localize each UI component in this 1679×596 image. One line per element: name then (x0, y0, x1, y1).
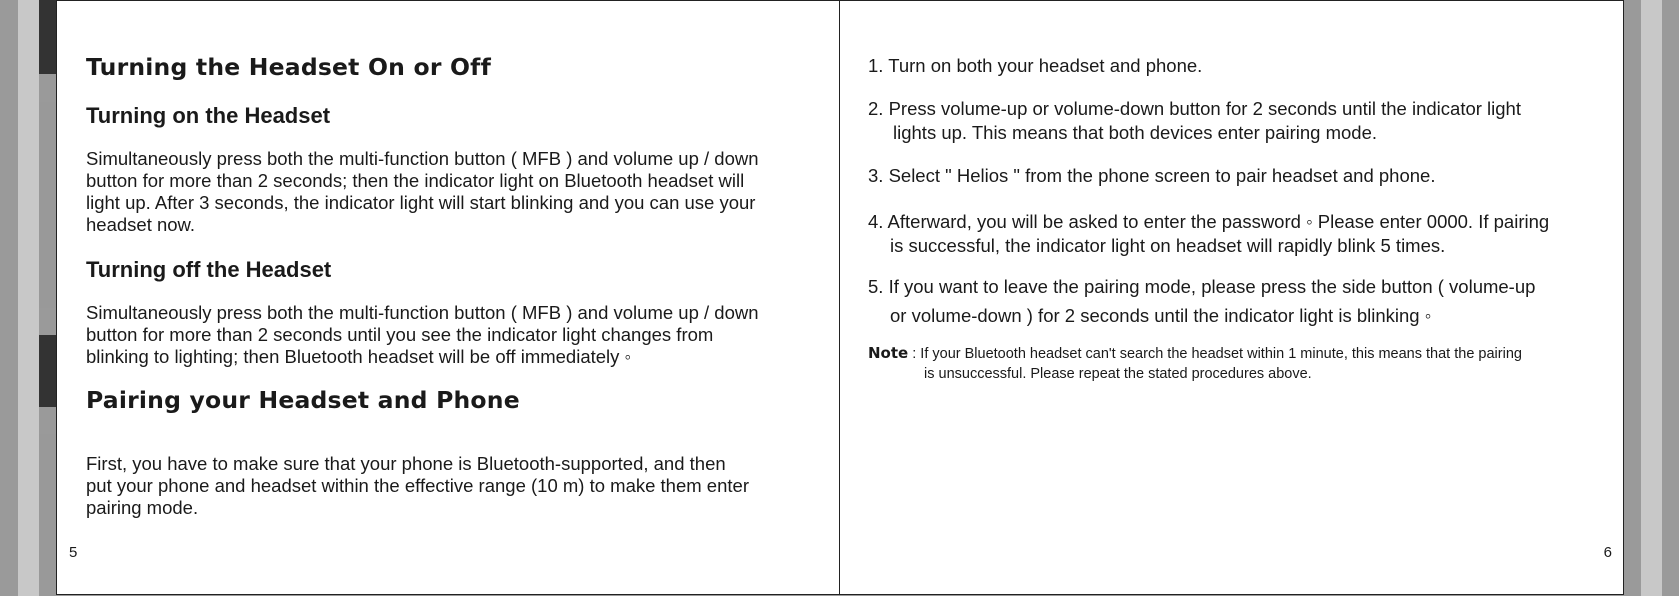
heading-turning-on: Turning on the Headset (86, 103, 331, 128)
note-label: Note (868, 344, 909, 362)
right-page (839, 0, 1624, 595)
text-line: button for more than 2 seconds; then the indicator light on Bluetooth headset will (86, 170, 745, 191)
edge-tab-light-2 (39, 434, 57, 580)
text-line: button for more than 2 seconds until you see the indicator light changes from (86, 324, 714, 345)
step-text: 3. Select " Helios " from the phone screen to pair headset and phone. (868, 165, 1436, 186)
text-line: Simultaneously press both the multi-function button ( MFB ) and volume up / down (86, 148, 759, 169)
step-text-continued: or volume-down ) for 2 seconds until the indicator light is blinking ◦ (890, 305, 1432, 326)
left-edge-inner (18, 0, 39, 596)
text-line: blinking to lighting; then Bluetooth headset will be off immediately ◦ (86, 346, 632, 367)
step-text-continued: is successful, the indicator light on headset will rapidly blink 5 times. (890, 235, 1446, 256)
pairing-step-5 (868, 272, 1535, 330)
step-text: 4. Afterward, you will be asked to enter the password ◦ Please enter 0000. If pairing (868, 211, 1550, 232)
pairing-step-4 (868, 210, 1549, 258)
step-text-continued: lights up. This means that both devices enter pairing mode. (893, 122, 1378, 143)
paragraph-pairing (86, 453, 826, 519)
note-text-continued: is unsuccessful. Please repeat the stated procedures above. (924, 366, 1312, 382)
text-line: pairing mode. (86, 497, 199, 518)
note-text: : If your Bluetooth headset can't search the headset within 1 minute, this means that the pairing (912, 346, 1522, 362)
text-line: light up. After 3 seconds, the indicator light will start blinking and you can use your (86, 192, 756, 213)
edge-tab-light-1 (39, 102, 57, 308)
pairing-step-3 (868, 164, 1435, 188)
edge-tab-dark-2 (39, 335, 57, 407)
right-edge-inner (1641, 0, 1662, 596)
paragraph-turning-on (86, 148, 826, 236)
step-text: 5. If you want to leave the pairing mode, please press the side button ( volume-up (868, 276, 1536, 297)
left-page (56, 0, 840, 595)
page-number-right: 6 (1603, 544, 1612, 561)
paragraph-turning-off (86, 302, 826, 368)
edge-tab-dark-1 (39, 0, 57, 74)
note-block (868, 343, 1522, 384)
text-line: First, you have to make sure that your phone is Bluetooth-supported, and then (86, 453, 726, 474)
text-line: Simultaneously press both the multi-function button ( MFB ) and volume up / down (86, 302, 759, 323)
pairing-step-1 (868, 54, 1202, 78)
pairing-step-2 (868, 97, 1521, 145)
text-line: put your phone and headset within the effective range (10 m) to make them enter (86, 475, 749, 496)
step-text: 2. Press volume-up or volume-down button for 2 seconds until the indicator light (868, 98, 1521, 119)
heading-turning-off: Turning off the Headset (86, 257, 332, 282)
section-title-on-off: Turning the Headset On or Off (86, 53, 492, 81)
step-text: 1. Turn on both your headset and phone. (868, 55, 1203, 76)
section-title-pairing: Pairing your Headset and Phone (86, 386, 520, 414)
text-line: headset now. (86, 214, 196, 235)
page-number-left: 5 (69, 544, 78, 561)
